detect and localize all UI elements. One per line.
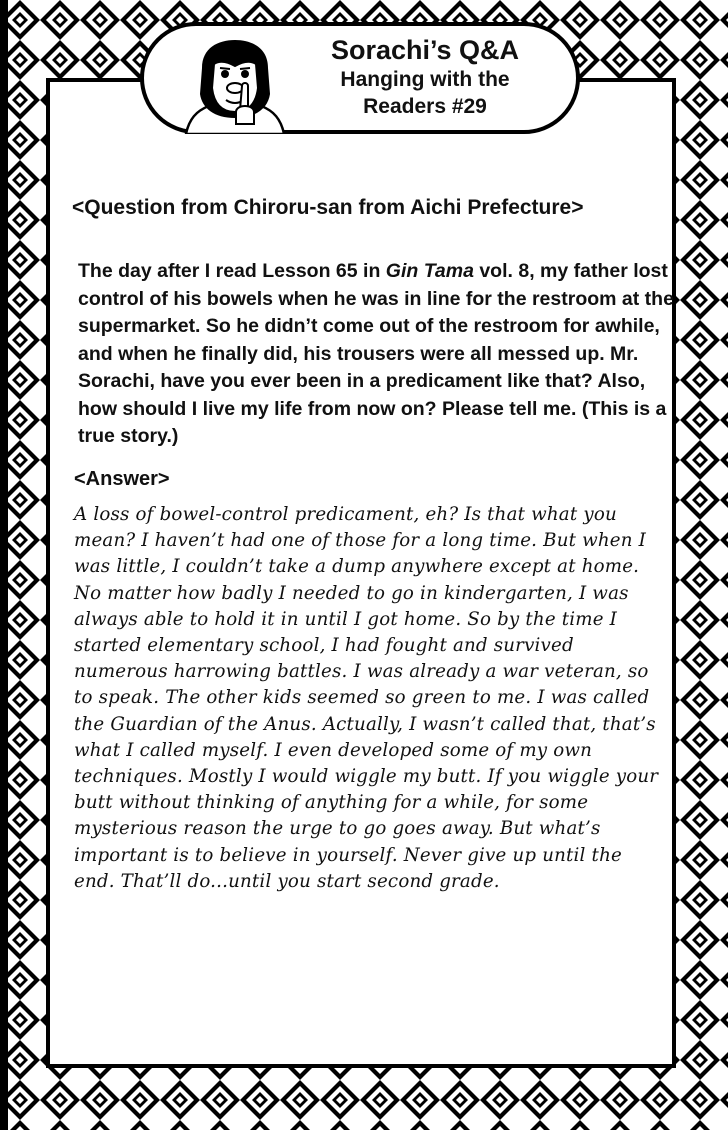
- title-line-3: Readers #29: [363, 95, 487, 118]
- book-title: Gin Tama: [385, 260, 474, 282]
- question-text-part-2: vol. 8, my father lost control of his bowels when he was in line for the restroom at the supermarket. So he didn’t come out of the restroom for awhile, and when he finally did, his trousers were all messed up. Mr. Sorachi, have you ever been in a predicament like that? Also, how should I live my life from now on? Please tell me. (This is a true story.): [78, 260, 674, 447]
- question-header: <Question from Chiroru-san from Aichi Prefecture>: [72, 196, 584, 219]
- answer-header: <Answer>: [74, 468, 170, 490]
- title-line-2: Hanging with the: [340, 68, 510, 91]
- answer-text: A loss of bowel-control predicament, eh? Is that what you mean? I haven’t had one of those for a long time. But when I was little, I couldn’t take a dump anywhere except at home. No matter how badly I needed to go in kindergarten, I was always able to hold it in until I got home. So by the time I started elementary school, I had fought and survived numerous harrowing battles. I was already a war veteran, so to speak. The other kids seemed so green to me. I was called the Guardian of the Anus. Actually, I wasn’t called that, that’s what I called myself. I even developed some of my own techniques. Mostly I would wiggle my butt. If you wiggle your butt without thinking of anything for a while, for some mysterious reason the urge to go goes away. But what’s important is to believe in yourself. Never give up until the end. That’ll do...until you start second grade.: [74, 504, 659, 892]
- question-text-part-1: The day after I read Lesson 65 in: [78, 260, 386, 282]
- page-title: [300, 34, 550, 120]
- gorilla-author-avatar-icon: [180, 38, 290, 134]
- question-text: [78, 258, 678, 451]
- title-line-1: Sorachi’s Q&A: [330, 35, 520, 65]
